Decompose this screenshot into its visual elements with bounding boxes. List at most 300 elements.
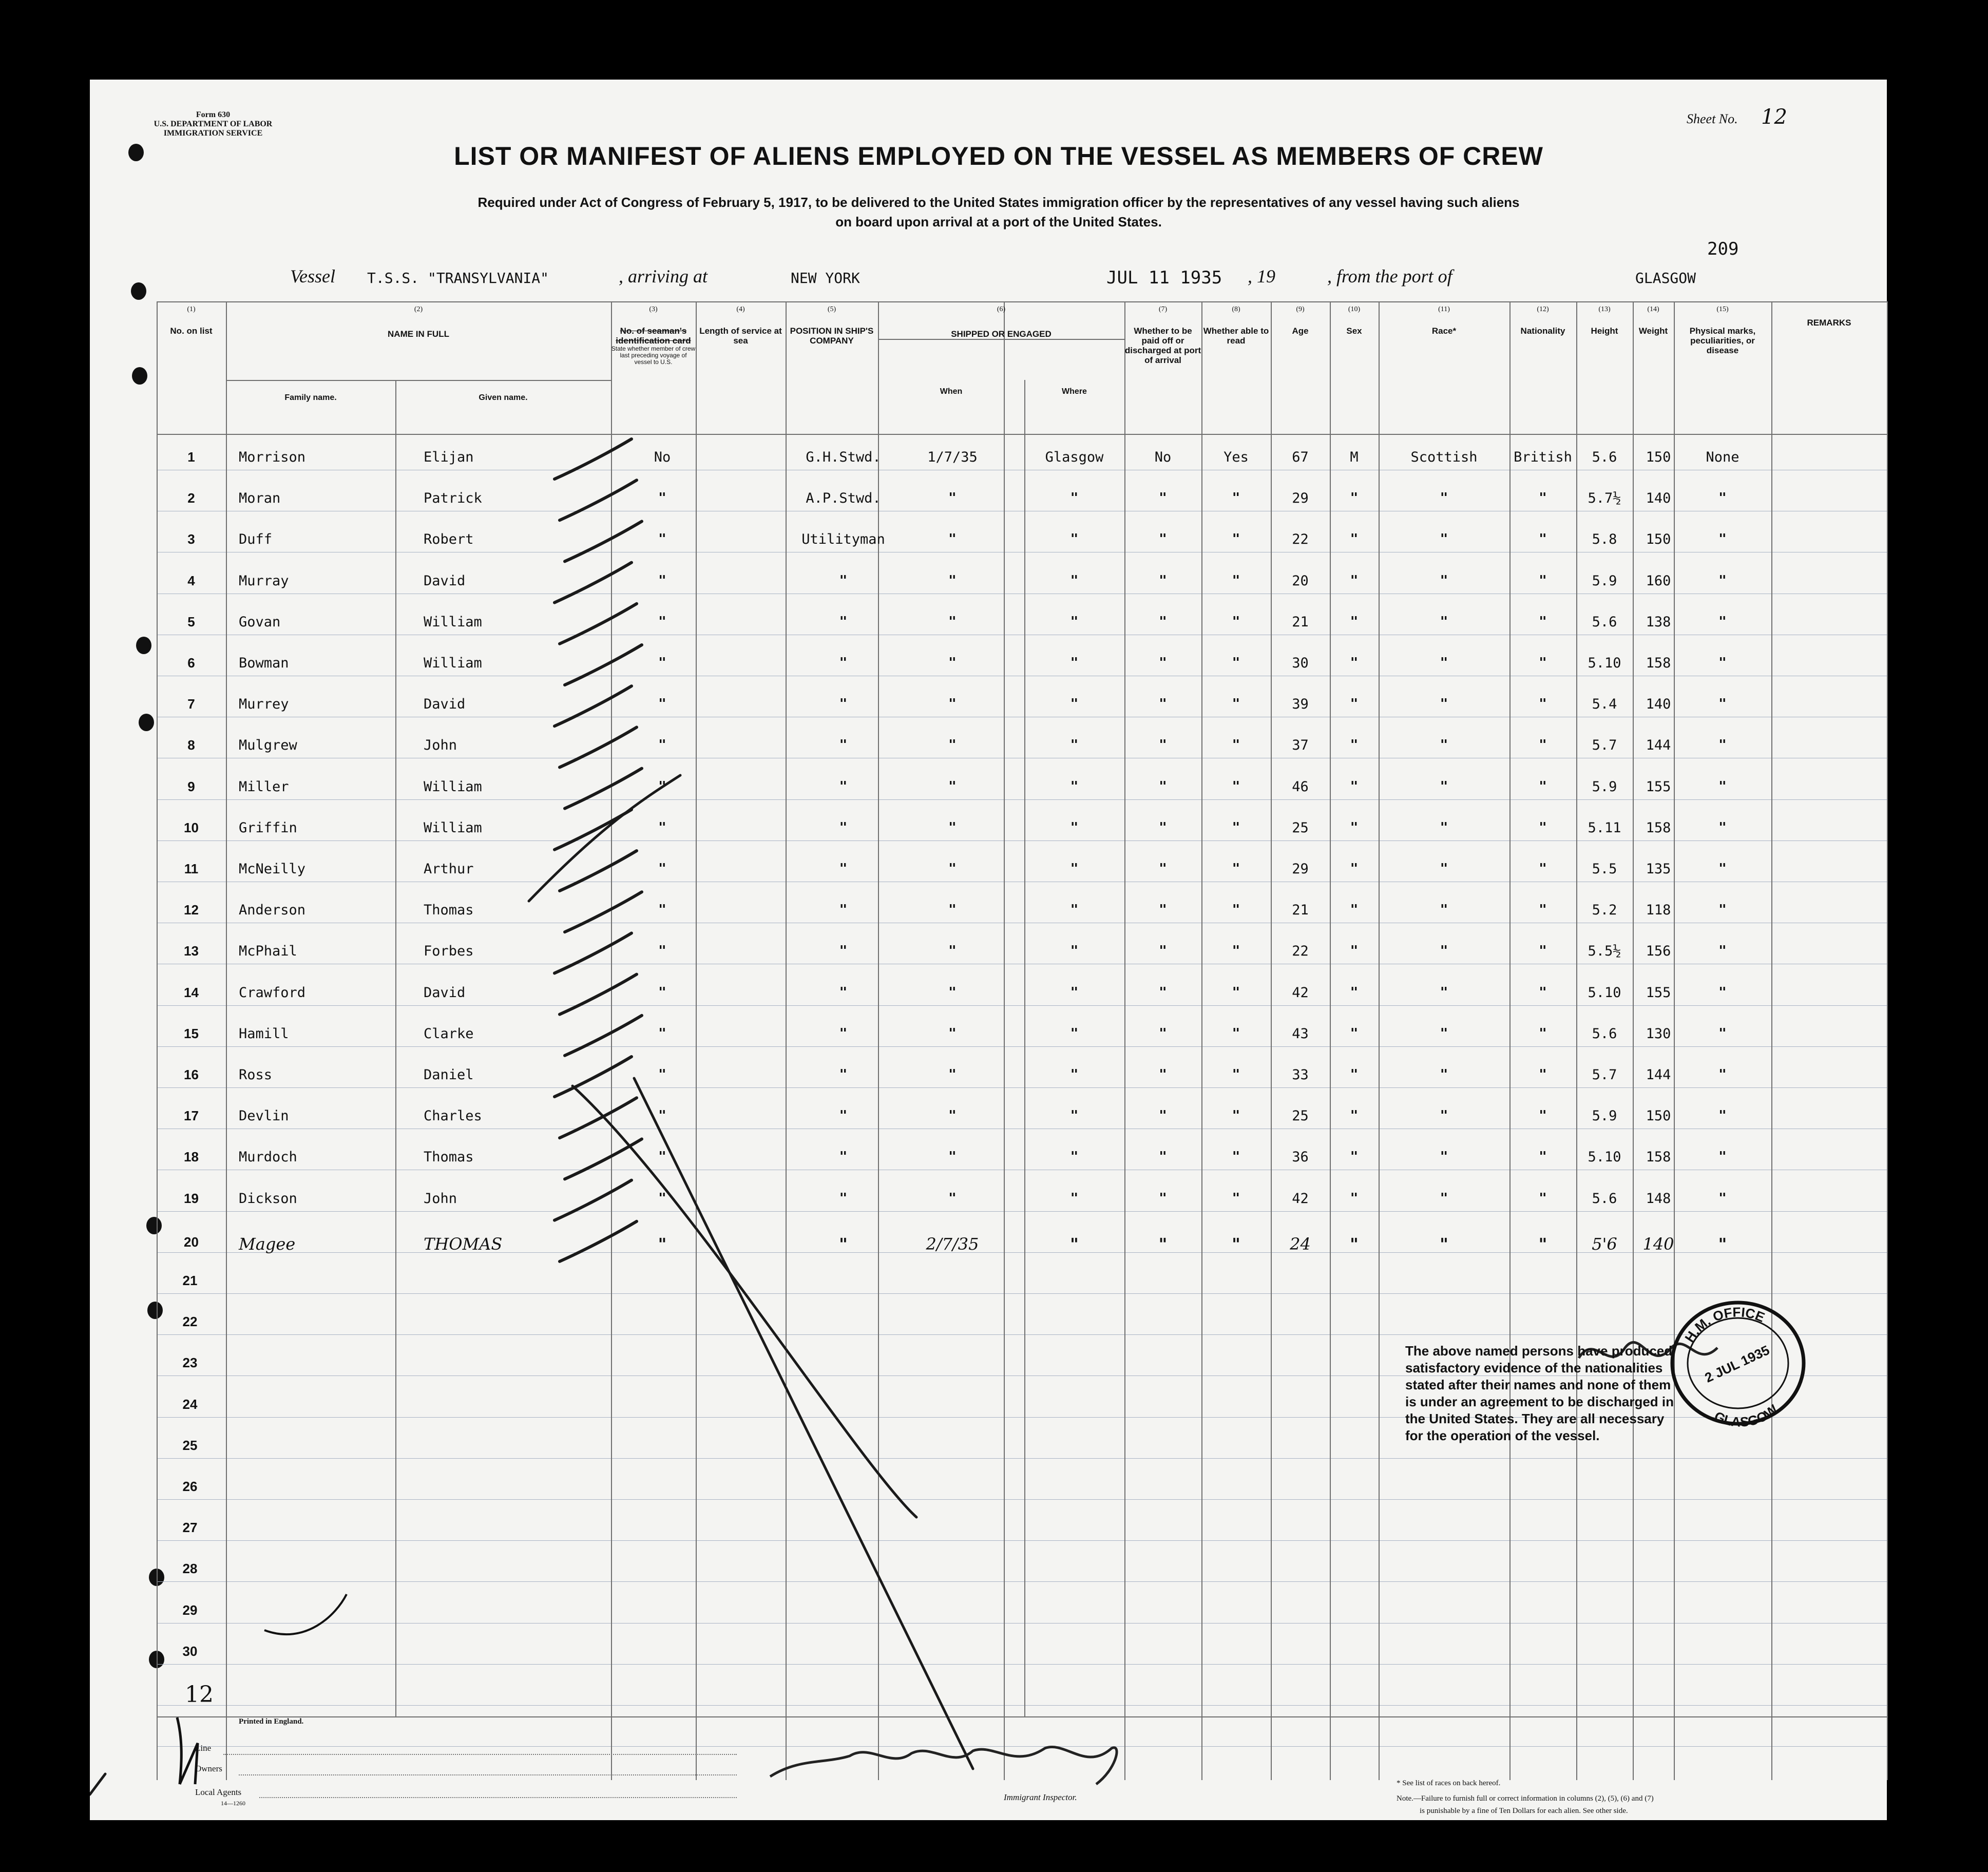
crew-paid-off: No xyxy=(1154,449,1172,465)
crew-when: " xyxy=(948,572,957,588)
form-number: Form 630 xyxy=(196,110,231,119)
crew-age: 21 xyxy=(1292,902,1309,919)
column-label: Age xyxy=(1292,326,1309,336)
agents-code: 14—1260 xyxy=(221,1800,245,1807)
crew-family: Govan xyxy=(239,614,281,630)
crew-marks: " xyxy=(1718,861,1727,876)
empty-row-number: 26 xyxy=(182,1479,198,1494)
crew-given: Thomas xyxy=(424,902,474,919)
crew-age: 67 xyxy=(1292,449,1309,465)
crew-family: Devlin xyxy=(239,1108,289,1124)
crew-age: 46 xyxy=(1292,778,1309,795)
empty-row-number: 24 xyxy=(182,1396,198,1412)
crew-weight: 158 xyxy=(1646,1149,1671,1166)
column-number: (15) xyxy=(1716,305,1729,313)
crew-race: " xyxy=(1440,819,1448,835)
check-mark xyxy=(555,563,632,603)
crew-sex: " xyxy=(1350,984,1359,1000)
check-mark xyxy=(90,1774,105,1794)
crew-sex: " xyxy=(1350,861,1359,876)
crew-read: " xyxy=(1232,943,1240,959)
crew-race: " xyxy=(1440,1234,1448,1254)
crew-height: 5.10 xyxy=(1588,1149,1621,1166)
crew-card: " xyxy=(658,531,666,547)
crew-given: William xyxy=(424,655,482,671)
crew-no: 10 xyxy=(184,819,199,835)
inspector-signature xyxy=(770,1747,1117,1784)
races-note: * See list of races on back hereof. xyxy=(1397,1779,1501,1787)
column-number: (13) xyxy=(1598,305,1611,313)
crew-position: " xyxy=(839,984,848,1000)
column-label: No. on list xyxy=(170,326,213,336)
crew-read: " xyxy=(1232,1190,1240,1206)
crew-card: " xyxy=(658,984,666,1000)
crew-card: " xyxy=(658,778,666,794)
column-subheader: When xyxy=(940,387,963,396)
crew-age: 24 xyxy=(1290,1234,1311,1254)
margin-check xyxy=(177,1717,198,1784)
manifest-title: LIST OR MANIFEST OF ALIENS EMPLOYED ON THE VESSEL AS MEMBERS OF CREW xyxy=(454,142,1543,170)
crew-card: " xyxy=(658,819,666,835)
crew-age: 25 xyxy=(1292,819,1309,836)
crew-height: 5.6 xyxy=(1592,1025,1617,1042)
crew-nationality: " xyxy=(1538,1234,1547,1254)
crew-weight: 156 xyxy=(1646,943,1671,960)
crew-given: Arthur xyxy=(424,861,474,877)
crew-read: " xyxy=(1232,902,1240,918)
crew-paid-off: " xyxy=(1159,1149,1167,1165)
crew-height: 5.7 xyxy=(1592,1067,1617,1083)
crew-read: " xyxy=(1232,696,1240,712)
crew-sex: " xyxy=(1350,1234,1359,1254)
crew-when: " xyxy=(948,902,957,918)
crew-weight: 158 xyxy=(1646,655,1671,671)
crew-read: " xyxy=(1232,778,1240,794)
crew-when: 2/7/35 xyxy=(926,1234,979,1254)
crew-position: " xyxy=(839,737,848,753)
column-number: (5) xyxy=(827,305,836,313)
crew-no: 19 xyxy=(184,1190,199,1206)
crew-marks: " xyxy=(1718,1025,1727,1041)
crew-height: 5.10 xyxy=(1588,655,1621,671)
column-number: (4) xyxy=(736,305,745,313)
crew-read: " xyxy=(1232,1108,1240,1124)
crew-nationality: " xyxy=(1539,1067,1547,1082)
crew-given: Clarke xyxy=(424,1025,474,1042)
crew-marks: " xyxy=(1718,778,1727,794)
crew-weight: 160 xyxy=(1646,572,1671,589)
crew-card: No xyxy=(654,449,671,465)
column-number: (7) xyxy=(1158,305,1168,313)
crew-card: " xyxy=(658,655,666,671)
crew-age: 42 xyxy=(1292,1190,1309,1207)
crew-age: 30 xyxy=(1292,655,1309,671)
line-label: Line xyxy=(195,1743,212,1753)
crew-position: " xyxy=(839,655,848,671)
column-label: Length of service at sea xyxy=(699,326,782,346)
crew-age: 22 xyxy=(1292,531,1309,548)
crew-weight: 150 xyxy=(1646,531,1671,548)
crew-race: " xyxy=(1440,778,1448,794)
crew-nationality: " xyxy=(1539,819,1547,835)
crew-race: " xyxy=(1440,696,1448,712)
crew-weight: 140 xyxy=(1642,1234,1674,1254)
crew-given: David xyxy=(424,696,466,713)
check-mark xyxy=(565,1016,642,1056)
crew-height: 5.10 xyxy=(1588,984,1621,1001)
crew-when: " xyxy=(948,778,957,794)
column-label: Physical marks, peculiarities, or disease xyxy=(1689,326,1756,355)
crew-given: Forbes xyxy=(424,943,474,960)
crew-family: Miller xyxy=(239,778,289,795)
crew-paid-off: " xyxy=(1159,943,1167,959)
crew-given: Thomas xyxy=(424,1149,474,1166)
crew-given: William xyxy=(424,819,482,836)
crew-where: " xyxy=(1070,819,1079,835)
check-mark xyxy=(565,1139,642,1179)
crew-marks: " xyxy=(1718,696,1727,712)
crew-marks: " xyxy=(1718,655,1727,671)
crew-given: Robert xyxy=(424,531,474,548)
crew-race: " xyxy=(1440,655,1448,671)
crew-weight: 135 xyxy=(1646,861,1671,877)
manifest-sheet xyxy=(90,80,1887,1820)
column-subheader: Family name. xyxy=(284,393,337,402)
handwritten-marks xyxy=(90,80,1887,1820)
crew-height: 5.9 xyxy=(1592,1108,1617,1124)
check-mark xyxy=(565,769,642,809)
crew-marks: " xyxy=(1718,531,1727,547)
arriving-label: , arriving at xyxy=(619,266,708,286)
crew-paid-off: " xyxy=(1159,655,1167,671)
crew-read: " xyxy=(1232,1025,1240,1041)
crew-race: " xyxy=(1440,861,1448,876)
crew-race: " xyxy=(1440,490,1448,506)
department: U.S. DEPARTMENT OF LABOR xyxy=(154,120,273,128)
crew-position: Utilityman xyxy=(801,531,885,548)
empty-row-number: 29 xyxy=(182,1602,198,1618)
crew-when: " xyxy=(948,1108,957,1124)
crew-nationality: " xyxy=(1539,696,1547,712)
check-mark xyxy=(555,933,632,973)
crew-weight: 155 xyxy=(1646,984,1671,1001)
crew-no: 17 xyxy=(184,1108,199,1124)
arrival-date: JUL 11 1935 xyxy=(1106,268,1222,288)
crew-height: 5.5 xyxy=(1592,861,1617,877)
crew-family: Bowman xyxy=(239,655,289,671)
crew-when: " xyxy=(948,861,957,876)
column-number: (6) xyxy=(997,305,1006,313)
crew-family: Magee xyxy=(239,1234,296,1254)
departure-port: GLASGOW xyxy=(1635,270,1696,286)
crew-read: " xyxy=(1232,1149,1240,1165)
crew-race: " xyxy=(1440,1190,1448,1206)
crew-read: Yes xyxy=(1224,449,1249,465)
crew-given: Charles xyxy=(424,1108,482,1124)
crew-sex: M xyxy=(1350,449,1359,465)
check-mark xyxy=(560,480,637,520)
crew-given: David xyxy=(424,984,466,1001)
crew-family: McPhail xyxy=(239,943,297,960)
crew-sex: " xyxy=(1350,1190,1359,1206)
crew-nationality: " xyxy=(1539,614,1547,629)
crew-marks: " xyxy=(1718,572,1727,588)
crew-marks: " xyxy=(1718,984,1727,1000)
crew-nationality: " xyxy=(1539,531,1547,547)
column-label: REMARKS xyxy=(1807,318,1851,328)
svg-text:2 JUL 1935: 2 JUL 1935 xyxy=(1702,1342,1772,1386)
crew-height: 5.6 xyxy=(1592,449,1617,465)
crew-height: 5.4 xyxy=(1592,696,1617,713)
crew-no: 1 xyxy=(187,449,195,465)
crew-height: 5.6 xyxy=(1592,614,1617,630)
crew-race: " xyxy=(1440,1067,1448,1082)
crew-no: 5 xyxy=(187,614,195,629)
check-mark xyxy=(555,686,632,726)
crew-age: 36 xyxy=(1292,1149,1309,1166)
year-label: , 19 xyxy=(1248,266,1275,286)
crew-sex: " xyxy=(1350,572,1359,588)
column-label: SHIPPED OR ENGAGED xyxy=(951,329,1052,339)
fine-note-2: is punishable by a fine of Ten Dollars for each alien. See other side. xyxy=(1420,1807,1628,1815)
crew-no: 8 xyxy=(187,737,195,753)
crew-position: " xyxy=(839,614,848,629)
crew-nationality: " xyxy=(1539,861,1547,876)
crew-paid-off: " xyxy=(1159,1190,1167,1206)
column-subheader: Given name. xyxy=(479,393,528,402)
crew-age: 42 xyxy=(1292,984,1309,1001)
crew-race: " xyxy=(1440,1149,1448,1165)
crew-card: " xyxy=(658,1149,666,1165)
crew-no: 18 xyxy=(184,1149,199,1165)
office-stamp xyxy=(1666,1294,1810,1432)
crew-race: Scottish xyxy=(1410,449,1478,465)
check-mark xyxy=(555,439,632,479)
crew-where: " xyxy=(1070,984,1079,1000)
column-label: Race* xyxy=(1431,326,1457,336)
check-mark xyxy=(555,1057,632,1097)
margin-number: 12 xyxy=(185,1682,214,1708)
crew-marks: " xyxy=(1718,1067,1727,1082)
crew-weight: 140 xyxy=(1646,490,1671,507)
crew-sex: " xyxy=(1350,1149,1359,1165)
crew-sex: " xyxy=(1350,737,1359,753)
crew-position: " xyxy=(839,902,848,918)
crew-position: A.P.Stwd. xyxy=(806,490,881,507)
crew-nationality: " xyxy=(1539,655,1547,671)
crew-position: " xyxy=(839,696,848,712)
crew-marks: " xyxy=(1718,1190,1727,1206)
crew-card: " xyxy=(658,1190,666,1206)
crew-when: 1/7/35 xyxy=(927,449,978,465)
crew-when: " xyxy=(948,819,957,835)
crew-paid-off: " xyxy=(1159,778,1167,794)
crew-family: Murdoch xyxy=(239,1149,297,1166)
check-mark xyxy=(555,1180,632,1220)
check-mark xyxy=(565,521,642,561)
crew-no: 15 xyxy=(184,1025,199,1041)
agents-label: Local Agents xyxy=(195,1787,242,1797)
crew-paid-off: " xyxy=(1159,490,1167,506)
crew-weight: 144 xyxy=(1646,737,1671,754)
crew-age: 37 xyxy=(1292,737,1309,754)
crew-where: " xyxy=(1070,943,1079,959)
empty-row-number: 21 xyxy=(182,1273,198,1288)
crew-paid-off: " xyxy=(1159,572,1167,588)
crew-nationality: " xyxy=(1539,572,1547,588)
crew-read: " xyxy=(1232,1067,1240,1082)
crew-age: 22 xyxy=(1292,943,1309,960)
crew-sex: " xyxy=(1350,1067,1359,1082)
crew-nationality: " xyxy=(1539,1149,1547,1165)
column-label: Nationality xyxy=(1520,326,1565,336)
crew-height: 5.11 xyxy=(1588,819,1621,836)
crew-age: 29 xyxy=(1292,861,1309,877)
crew-marks: " xyxy=(1718,819,1727,835)
crew-sex: " xyxy=(1350,1025,1359,1041)
crew-marks: " xyxy=(1718,490,1727,506)
crew-paid-off: " xyxy=(1159,531,1167,547)
crew-family: Griffin xyxy=(239,819,297,836)
crew-where: " xyxy=(1070,778,1079,794)
crew-family: Dickson xyxy=(239,1190,297,1207)
column-number: (10) xyxy=(1348,305,1361,313)
cancel-line xyxy=(634,1078,973,1769)
crew-position: " xyxy=(839,1234,848,1254)
column-label: Sex xyxy=(1346,326,1362,336)
column-note: State whether member of crew last preceding voyage of vessel to U.S. xyxy=(611,345,696,366)
column-number: (8) xyxy=(1232,305,1240,313)
crew-no: 12 xyxy=(184,902,199,918)
empty-row-number: 28 xyxy=(182,1561,198,1577)
crew-height: 5.9 xyxy=(1592,572,1617,589)
crew-family: Duff xyxy=(239,531,273,548)
crew-no: 7 xyxy=(187,696,195,712)
crew-family: Moran xyxy=(239,490,281,507)
crew-family: Ross xyxy=(239,1067,273,1083)
crew-weight: 155 xyxy=(1646,778,1671,795)
crew-where: " xyxy=(1070,1234,1079,1254)
crew-weight: 130 xyxy=(1646,1025,1671,1042)
crew-card: " xyxy=(658,696,666,712)
crew-where: " xyxy=(1070,655,1079,671)
crew-race: " xyxy=(1440,572,1448,588)
crew-weight: 144 xyxy=(1646,1067,1671,1083)
crew-given: Patrick xyxy=(424,490,482,507)
crew-given: David xyxy=(424,572,466,589)
crew-sex: " xyxy=(1350,1108,1359,1124)
crew-sex: " xyxy=(1350,614,1359,629)
crew-race: " xyxy=(1440,614,1448,629)
crew-paid-off: " xyxy=(1159,984,1167,1000)
crew-when: " xyxy=(948,1190,957,1206)
crew-marks: " xyxy=(1718,614,1727,629)
crew-nationality: " xyxy=(1539,1108,1547,1124)
crew-family: Crawford xyxy=(239,984,306,1001)
empty-row-number: 22 xyxy=(182,1314,198,1330)
crew-height: 5'6 xyxy=(1592,1234,1617,1254)
check-mark xyxy=(529,775,680,901)
crew-paid-off: " xyxy=(1159,614,1167,629)
crew-no: 9 xyxy=(187,778,195,794)
crew-given: John xyxy=(424,1190,457,1207)
crew-no: 20 xyxy=(184,1234,199,1250)
crew-no: 6 xyxy=(187,655,195,671)
column-number: (11) xyxy=(1438,305,1450,313)
manifest-subtitle: Required under Act of Congress of February 5, 1917, to be delivered to the United States immigration officer by the representatives of any vessel having such aliens on board upon arrival at a port of the United States. xyxy=(477,195,1520,230)
crew-read: " xyxy=(1232,984,1240,1000)
column-label: Whether to be paid off or discharged at port of arrival xyxy=(1124,326,1201,365)
check-mark xyxy=(560,727,637,767)
margin-mark xyxy=(264,1594,347,1634)
crew-given: THOMAS xyxy=(424,1234,503,1254)
column-label: Weight xyxy=(1638,326,1668,336)
crew-family: Murrey xyxy=(239,696,289,713)
crew-when: " xyxy=(948,984,957,1000)
crew-position: G.H.Stwd. xyxy=(806,449,881,465)
crew-read: " xyxy=(1232,614,1240,629)
empty-row-number: 30 xyxy=(182,1643,198,1659)
crew-where: " xyxy=(1070,1149,1079,1165)
crew-paid-off: " xyxy=(1159,819,1167,835)
crew-position: " xyxy=(839,1149,848,1165)
crew-weight: 148 xyxy=(1646,1190,1671,1207)
arrival-port: NEW YORK xyxy=(791,270,860,286)
crew-race: " xyxy=(1440,943,1448,959)
crew-read: " xyxy=(1232,531,1240,547)
crew-age: 33 xyxy=(1292,1067,1309,1083)
crew-marks: " xyxy=(1718,1234,1727,1254)
crew-position: " xyxy=(839,1190,848,1206)
crew-family: Morrison xyxy=(239,449,306,465)
sheet-label: Sheet No. xyxy=(1687,111,1738,126)
crew-card: " xyxy=(658,902,666,918)
crew-family: Mulgrew xyxy=(239,737,297,754)
column-label: NAME IN FULL xyxy=(388,329,449,339)
crew-paid-off: " xyxy=(1158,1234,1168,1254)
crew-when: " xyxy=(948,696,957,712)
crew-paid-off: " xyxy=(1159,696,1167,712)
crew-sex: " xyxy=(1350,778,1359,794)
empty-row-number: 23 xyxy=(182,1355,198,1371)
crew-card: " xyxy=(658,572,666,588)
from-label: , from the port of xyxy=(1327,266,1452,286)
crew-where: " xyxy=(1070,572,1079,588)
crew-given: William xyxy=(424,614,482,630)
crew-race: " xyxy=(1440,984,1448,1000)
crew-paid-off: " xyxy=(1159,737,1167,753)
check-mark xyxy=(555,810,632,850)
crew-age: 20 xyxy=(1292,572,1309,589)
crew-nationality: British xyxy=(1514,449,1572,465)
crew-where: " xyxy=(1070,696,1079,712)
column-label: No. of seaman's identification card xyxy=(616,326,691,346)
crew-read: " xyxy=(1232,490,1240,506)
crew-height: 5.7 xyxy=(1592,737,1617,754)
crew-when: " xyxy=(948,1067,957,1082)
crew-age: 43 xyxy=(1292,1025,1309,1042)
check-mark xyxy=(560,851,637,891)
crew-sex: " xyxy=(1350,531,1359,547)
crew-sex: " xyxy=(1350,655,1359,671)
crew-paid-off: " xyxy=(1159,861,1167,876)
crew-nationality: " xyxy=(1539,1190,1547,1206)
crew-position: " xyxy=(839,943,848,959)
crew-card: " xyxy=(658,737,666,753)
crew-read: " xyxy=(1232,737,1240,753)
crew-weight: 150 xyxy=(1646,1108,1671,1124)
crew-given: Daniel xyxy=(424,1067,474,1083)
